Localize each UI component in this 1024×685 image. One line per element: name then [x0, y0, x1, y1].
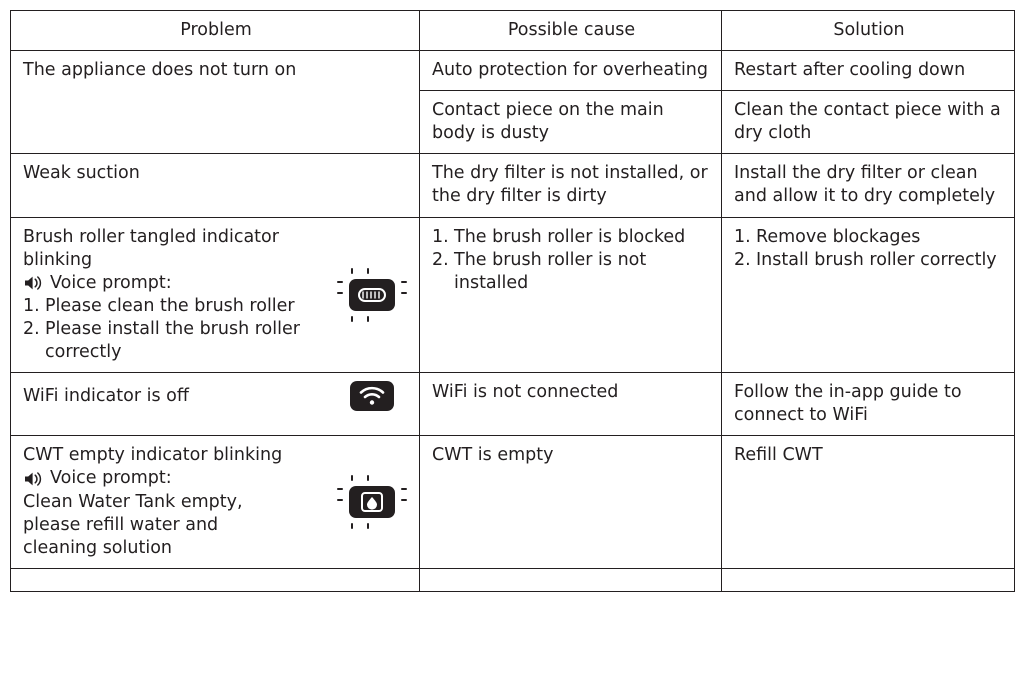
list-item: [23, 318, 327, 364]
cell-solution-clean-contact: Clean the contact piece with a dry cloth: [722, 91, 1015, 154]
cause-list: [432, 226, 711, 295]
list-item-text: Install brush roller correctly: [756, 249, 997, 270]
wifi-indicator-icon: [350, 381, 394, 411]
cell-problem-brush-roller: [11, 217, 420, 373]
voice-prompt-text-cwt: Clean Water Tank empty, please refill water and cleaning solution: [23, 491, 243, 558]
voice-prompt-label: Voice prompt:: [50, 272, 172, 293]
list-item: [734, 226, 1004, 249]
cell-solution-cwt: Refill CWT: [722, 436, 1015, 568]
column-header-possible-cause: Possible cause: [420, 11, 722, 51]
list-item-number: 2.: [23, 318, 40, 339]
cell-solution-restart: Restart after cooling down: [722, 51, 1015, 91]
list-item-number: 1.: [23, 295, 40, 316]
cell-problem-cwt: [11, 436, 420, 568]
list-item: [432, 226, 711, 249]
list-item: [734, 249, 1004, 272]
troubleshooting-table: [10, 10, 1015, 592]
table-row: [11, 51, 1015, 91]
list-item-text: Please clean the brush roller: [45, 295, 295, 316]
cell-problem-wifi: [11, 373, 420, 436]
cell-cause-wifi: WiFi is not connected: [420, 373, 722, 436]
voice-prompt-list: [23, 295, 327, 364]
table-header-row: [11, 11, 1015, 51]
table-row-partial: [11, 568, 1015, 591]
list-item-number: 1.: [734, 226, 751, 247]
cell-cause-dry-filter: The dry filter is not installed, or the dry filter is dirty: [420, 154, 722, 217]
voice-prompt-label: Voice prompt:: [50, 468, 172, 489]
list-item-text: The brush roller is blocked: [454, 226, 686, 247]
clean-water-tank-indicator-icon: [349, 486, 395, 518]
column-header-problem: Problem: [11, 11, 420, 51]
list-item-number: 2.: [734, 249, 751, 270]
cell-cause-dusty-contact: Contact piece on the main body is dusty: [420, 91, 722, 154]
cell-solution-wifi: Follow the in-app guide to connect to WiFi: [722, 373, 1015, 436]
table-header: [11, 11, 1015, 51]
cell-partial-cause: [420, 568, 722, 591]
cell-cause-brush-roller: [420, 217, 722, 373]
table-row: [11, 154, 1015, 217]
cell-solution-brush-roller: [722, 217, 1015, 373]
table-row: [11, 217, 1015, 373]
cell-partial-solution: [722, 568, 1015, 591]
list-item-number: 2.: [432, 249, 449, 270]
cell-problem-weak-suction: Weak suction: [11, 154, 420, 217]
problem-text-wifi: WiFi indicator is off: [23, 385, 189, 406]
problem-title-cwt: CWT empty indicator blinking: [23, 445, 283, 466]
cell-problem-no-power: The appliance does not turn on: [11, 51, 420, 154]
list-item-text: Remove blockages: [756, 226, 921, 247]
cell-solution-install-filter: Install the dry filter or clean and allow it to dry completely: [722, 154, 1015, 217]
cell-cause-cwt: CWT is empty: [420, 436, 722, 568]
list-item: [432, 249, 711, 295]
list-item-text: The brush roller is not installed: [454, 249, 647, 293]
cell-partial-problem: [11, 568, 420, 591]
speaker-icon: [23, 274, 45, 292]
list-item-number: 1.: [432, 226, 449, 247]
table-body: [11, 51, 1015, 592]
list-item: [23, 295, 327, 318]
column-header-solution: Solution: [722, 11, 1015, 51]
solution-list: [734, 226, 1004, 272]
problem-title-brush-roller: Brush roller tangled indicator blinking: [23, 226, 279, 270]
table-row: [11, 436, 1015, 568]
table-row: [11, 373, 1015, 436]
cell-cause-overheating: Auto protection for overheating: [420, 51, 722, 91]
list-item-text: Please install the brush roller correctly: [45, 318, 300, 363]
brush-roller-indicator-icon: [349, 279, 395, 311]
speaker-icon: [23, 470, 45, 488]
